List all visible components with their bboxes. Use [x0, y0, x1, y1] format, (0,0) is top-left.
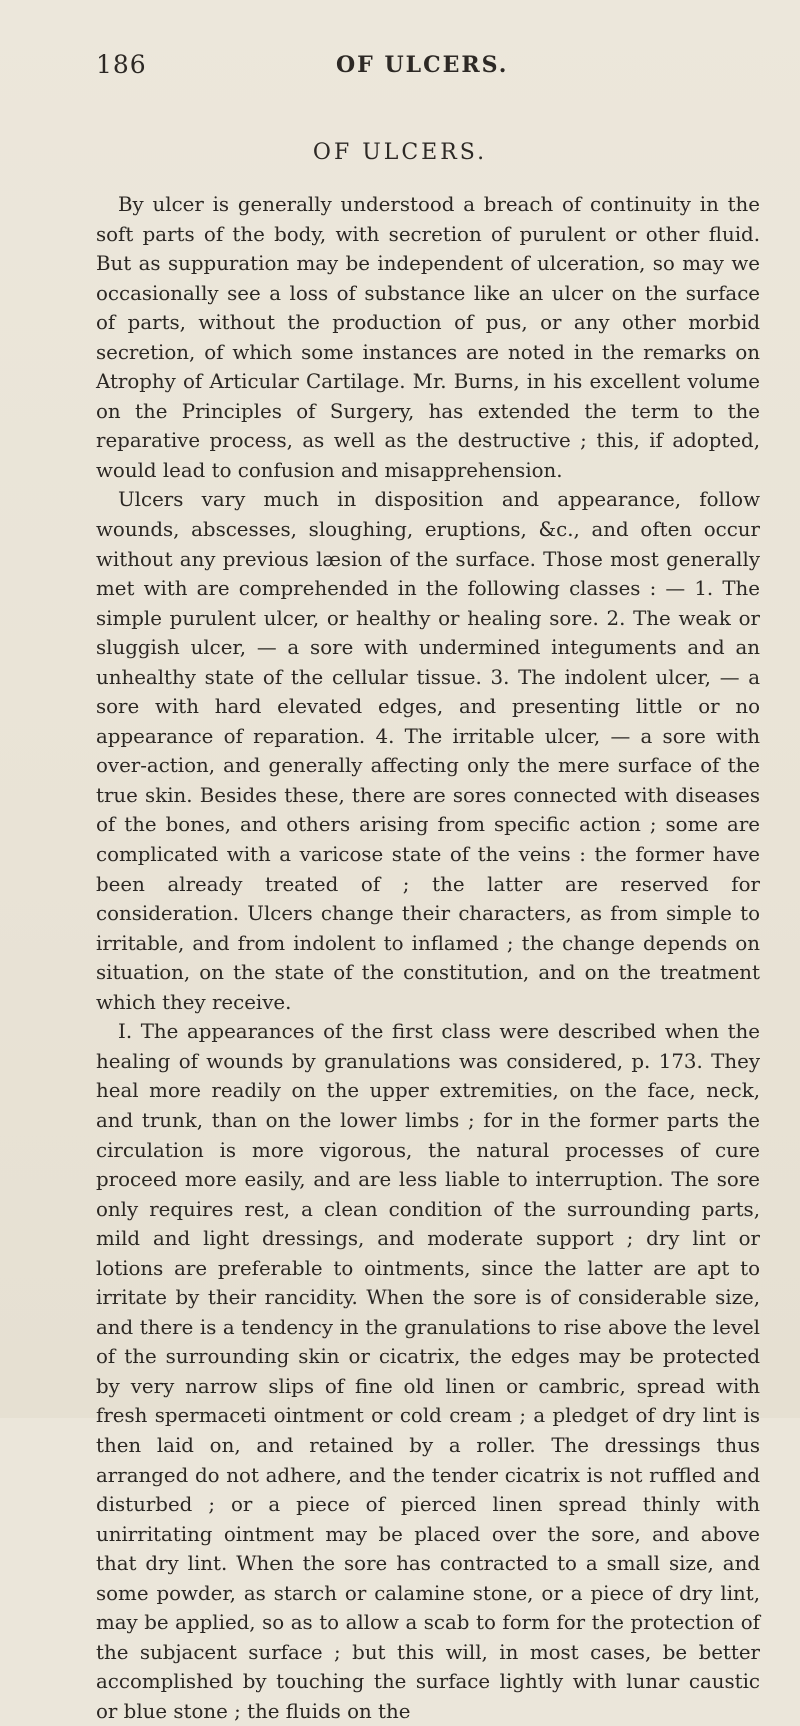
body-text	[96, 190, 760, 1726]
page-number: 186	[96, 50, 147, 79]
paragraph-2: Ulcers vary much in disposition and appearance, follow wounds, abscesses, sloughing, eruptions, &c., and often occur without any previous læsion of the surface. Those most generally met with are comprehended in the following classes : — 1. The simple purulent ulcer, or healthy or healing sore. 2. The weak or sluggish ulcer, — a sore with undermined integuments and an unhealthy state of the cellular tissue. 3. The indolent ulcer, — a sore with hard elevated edges, and presenting little or no appearance of reparation. 4. The irritable ulcer, — a sore with over-action, and generally affecting only the mere surface of the true skin. Besides these, there are sores connected with diseases of the bones, and others arising from specific action ; some are complicated with a varicose state of the veins : the former have been already treated of ; the latter are reserved for consideration. Ulcers change their characters, as from simple to irritable, and from indolent to inflamed ; the change depends on situation, on the state of the constitution, and on the treatment which they receive.	[96, 488, 760, 1014]
paragraph-3: I. The appearances of the first class were described when the healing of wounds by granulations was considered, p. 173. They heal more readily on the upper extremities, on the face, neck, and trunk, than on the lower limbs ; for in the former parts the circulation is more vigorous, the natural processes of cure proceed more easily, and are less liable to interruption. The sore only requires rest, a clean condition of the surrounding parts, mild and light dressings, and moderate support ; dry lint or lotions are preferable to ointments, since the latter are apt to irritate by their rancidity. When the sore is of considerable size, and there is a tendency in the granulations to rise above the level of the surrounding skin or cicatrix, the edges may be protected by very narrow slips of fine old linen or cambric, spread with fresh spermaceti ointment or cold cream ; a pledget of dry lint is then laid on, and retained by a roller. The dressings thus arranged do not adhere, and the tender cicatrix is not ruffled and disturbed ; or a piece of pierced linen spread thinly with unirritating ointment may be placed over the sore, and above that dry lint. When the sore has contracted to a small size, and some powder, as starch or calamine stone, or a piece of dry lint, may be applied, so as to allow a scab to form for the protection of the subjacent surface ; but this will, in most cases, be better accomplished by touching the surface lightly with lunar caustic or blue stone ; the fluids on the	[96, 1020, 760, 1723]
running-title: OF ULCERS.	[336, 52, 509, 78]
running-head	[96, 50, 752, 82]
paragraph-1: By ulcer is generally understood a breach of continuity in the soft parts of the body, with secretion of purulent or other fluid. But as suppuration may be independent of ulceration, so may we occasionally see a loss of substance like an ulcer on the surface of parts, without the production of pus, or any other morbid secretion, of which some instances are noted in the remarks on Atrophy of Articular Cartilage. Mr. Burns, in his excellent volume on the Principles of Surgery, has extended the term to the reparative process, as well as the destructive ; this, if adopted, would lead to confusion and misapprehension.	[96, 193, 760, 482]
chapter-title: OF ULCERS.	[312, 140, 488, 165]
